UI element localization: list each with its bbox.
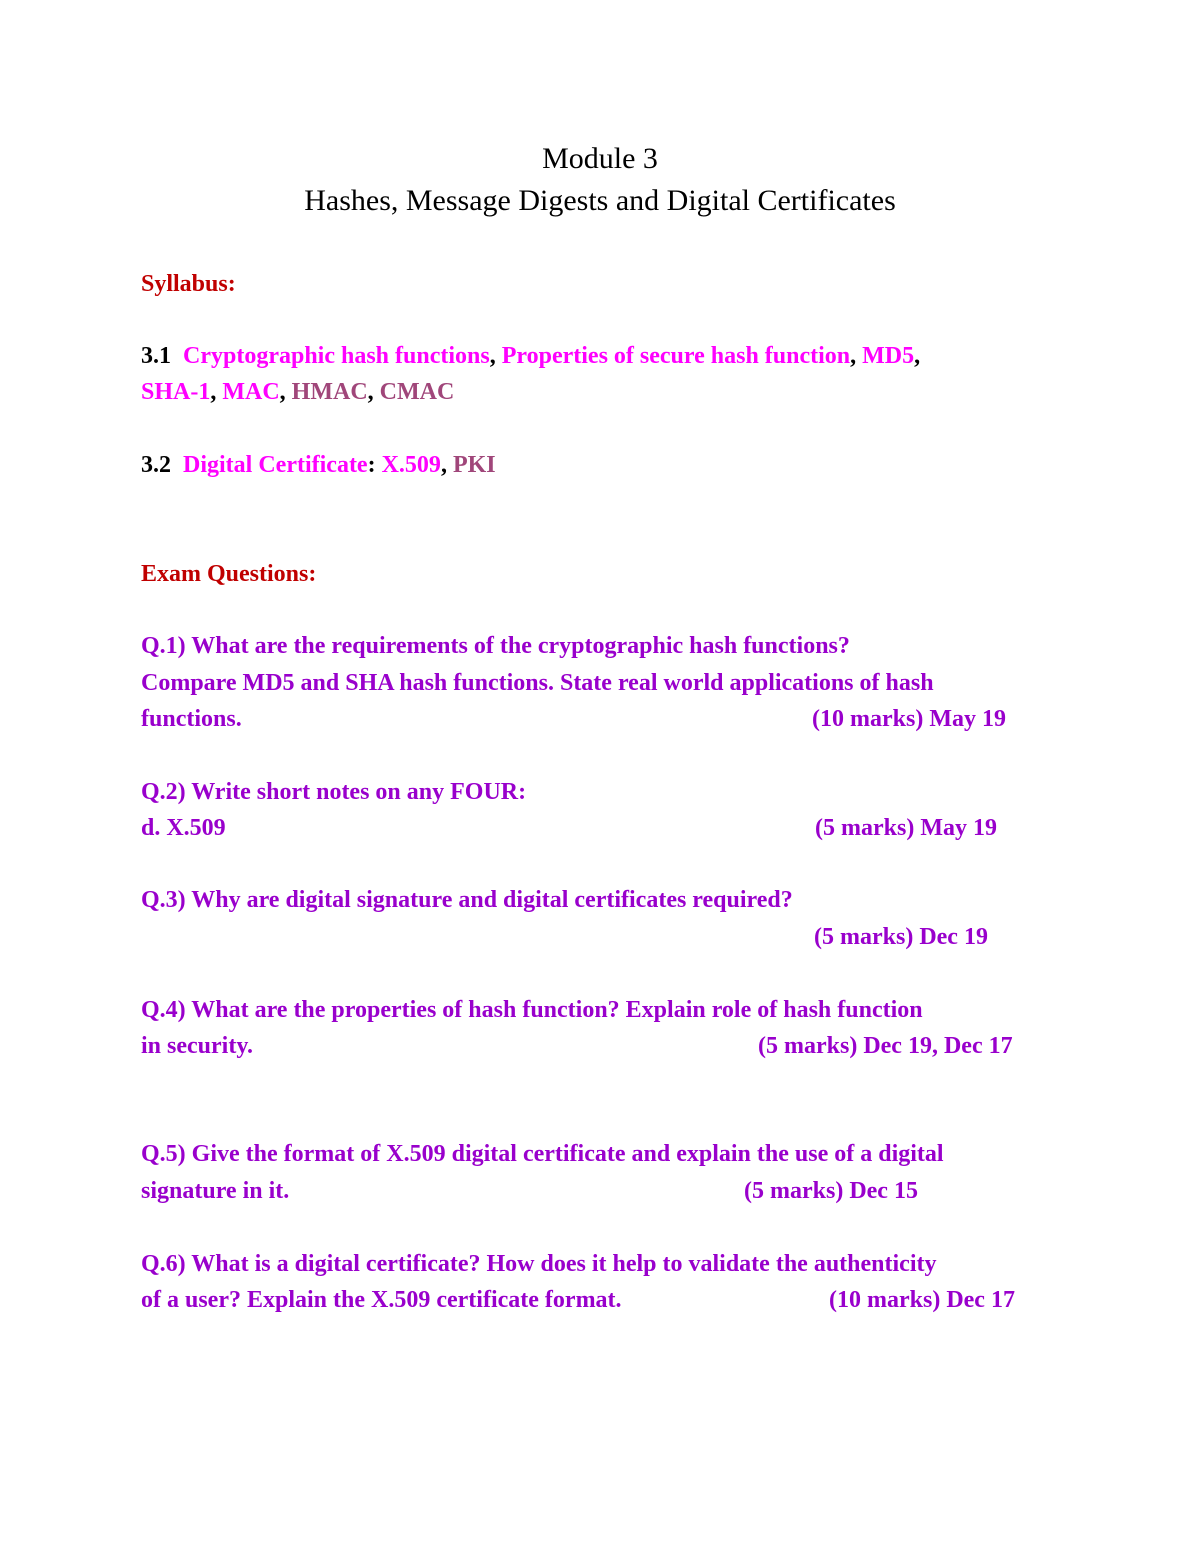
topic: Cryptographic hash functions	[183, 343, 490, 369]
separator: ,	[279, 379, 286, 405]
syllabus-item-3-2	[141, 451, 496, 479]
separator: ,	[850, 343, 857, 369]
syllabus-heading: Syllabus:	[141, 271, 236, 297]
syllabus-number: 3.2	[141, 452, 171, 478]
topic: HMAC	[291, 379, 368, 405]
syllabus-number: 3.1	[141, 343, 171, 369]
separator: ,	[367, 379, 374, 405]
separator: :	[367, 452, 376, 478]
topic: Digital Certificate	[183, 452, 368, 478]
topic: X.509	[381, 452, 441, 478]
question-1-line2: Compare MD5 and SHA hash functions. State real world applications of hash	[141, 670, 934, 696]
topic: CMAC	[379, 379, 455, 405]
question-5-line2: signature in it.	[141, 1178, 290, 1204]
syllabus-item-3-1-line1	[141, 342, 920, 370]
separator: ,	[914, 343, 921, 369]
question-4-line1: Q.4) What are the properties of hash function? Explain role of hash function	[141, 997, 923, 1023]
question-1-line1: Q.1) What are the requirements of the cryptographic hash functions?	[141, 633, 850, 659]
topic: PKI	[452, 452, 496, 478]
question-3-line1: Q.3) Why are digital signature and digital certificates required?	[141, 887, 793, 913]
question-6-marks: (10 marks) Dec 17	[829, 1287, 1015, 1313]
question-2-line1: Q.2) Write short notes on any FOUR:	[141, 779, 527, 805]
question-5-line1: Q.5) Give the format of X.509 digital certificate and explain the use of a digital	[141, 1141, 944, 1167]
module-subtitle: Hashes, Message Digests and Digital Certificates	[304, 184, 896, 217]
question-4-marks: (5 marks) Dec 19, Dec 17	[758, 1033, 1013, 1059]
module-title: Module 3	[542, 142, 658, 175]
question-3-marks: (5 marks) Dec 19	[814, 924, 988, 950]
topic: SHA-1	[141, 379, 211, 405]
question-5-marks: (5 marks) Dec 15	[744, 1178, 918, 1204]
topic: MD5	[862, 343, 915, 369]
question-6-line1: Q.6) What is a digital certificate? How does it help to validate the authenticity	[141, 1251, 937, 1277]
question-2-marks: (5 marks) May 19	[815, 815, 997, 841]
separator: ,	[210, 379, 217, 405]
topic: MAC	[222, 379, 280, 405]
question-2-line2: d. X.509	[141, 815, 226, 841]
question-6-line2: of a user? Explain the X.509 certificate format.	[141, 1287, 622, 1313]
question-4-line2: in security.	[141, 1033, 253, 1059]
exam-heading: Exam Questions:	[141, 561, 317, 587]
question-1-line3: functions.	[141, 706, 242, 732]
syllabus-item-3-1-line2	[141, 378, 454, 406]
separator: ,	[489, 343, 496, 369]
separator: ,	[440, 452, 447, 478]
topic: Properties of secure hash function	[501, 343, 851, 369]
question-1-marks: (10 marks) May 19	[812, 706, 1006, 732]
